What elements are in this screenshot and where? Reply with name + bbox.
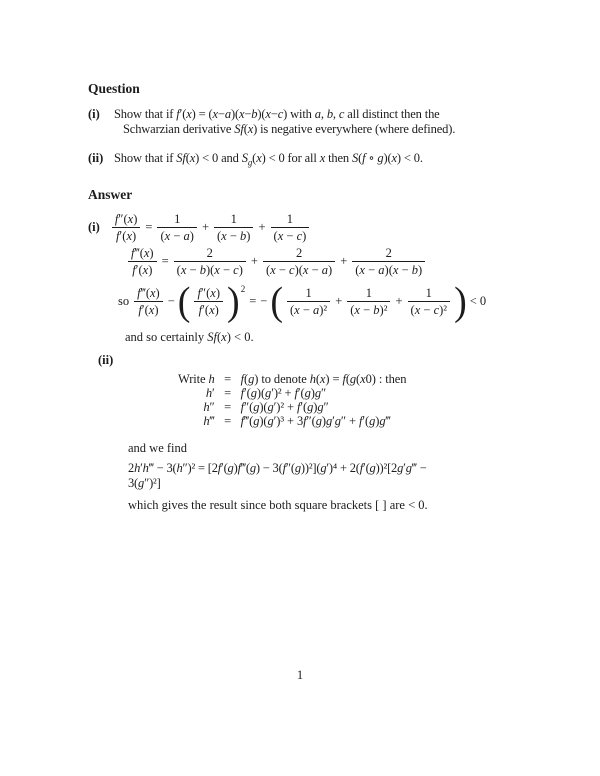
plus-sign: +	[335, 294, 343, 308]
fraction	[352, 246, 425, 277]
equation-fpp-over-fp	[88, 212, 512, 243]
equals-sign: =	[224, 399, 232, 414]
item-ii-label: (ii)	[88, 150, 104, 165]
fraction-numerator: 2	[295, 245, 303, 260]
fraction	[271, 212, 310, 243]
fraction	[128, 246, 157, 277]
text-fragment: with	[290, 107, 312, 121]
fraction-numerator: 1	[365, 286, 372, 300]
answer-i-closing	[125, 330, 512, 344]
equals-sign: =	[224, 371, 232, 386]
question-i-line2	[114, 122, 512, 137]
question-item-ii	[88, 151, 512, 170]
bracket-formula-line2: 3(g″)²]	[128, 475, 161, 490]
text-fragment: to denote	[261, 371, 307, 386]
page-number: 1	[296, 668, 304, 682]
math-fragment-s-sub-g	[242, 151, 285, 165]
plus-sign: +	[250, 253, 258, 268]
align-rhs: f‴(g)(g′)³ + 3f″(g)g′g″ + f′(g)g‴	[240, 413, 391, 428]
minus-sign: −	[167, 294, 175, 308]
fraction-denominator: (x − b)	[214, 227, 253, 243]
fraction	[157, 212, 196, 243]
answer-i-label: (i)	[88, 219, 100, 234]
equals-sign: =	[224, 413, 232, 428]
question-heading: Question	[88, 81, 140, 96]
fraction-denominator: (x − a)²	[287, 301, 330, 317]
align-lhs: h‴	[203, 413, 215, 428]
plus-sign: +	[258, 219, 266, 234]
less-than-zero: < 0	[469, 294, 487, 308]
plus-sign: +	[340, 253, 348, 268]
subscript-g: g	[247, 157, 253, 167]
plus-sign: +	[395, 294, 403, 308]
question-item-i	[88, 107, 512, 137]
big-right-paren: )	[454, 279, 467, 324]
fraction-numerator: 1	[174, 211, 181, 226]
exponent-2: 2	[240, 283, 246, 294]
align-lhs	[178, 372, 215, 386]
question-i-line1	[114, 107, 512, 122]
fraction-denominator: (x − c)(x − a)	[263, 261, 335, 277]
fraction-numerator: f‴(x)	[131, 245, 154, 260]
fraction-numerator: 1	[305, 286, 312, 300]
fraction-numerator: 1	[286, 211, 294, 226]
fraction-numerator: 2	[206, 245, 213, 260]
answer-heading: Answer	[88, 186, 133, 202]
fraction-numerator: f″(x)	[197, 286, 221, 300]
fraction-denominator: (x − c)	[271, 227, 310, 243]
and-we-find-text: and we find	[128, 440, 188, 455]
negative-sign: −	[260, 294, 268, 308]
text-fragment: and	[221, 150, 239, 165]
text-fragment: then	[328, 150, 349, 165]
page-content	[88, 0, 512, 513]
math-fragment: (x) < 0	[252, 150, 285, 165]
math-fragment: f′(x) = (x−a)(x−b)(x−c)	[176, 107, 288, 121]
conclusion-text: which gives the result since both square brackets [ ] are < 0.	[128, 498, 428, 512]
math-fragment: x	[319, 150, 326, 165]
fraction-numerator: f‴(x)	[137, 286, 160, 300]
fraction	[347, 286, 390, 317]
fraction-denominator: f′(x)	[128, 261, 157, 277]
fraction-denominator: f′(x)	[112, 227, 141, 243]
big-right-paren: )	[227, 279, 240, 324]
fraction-denominator: f′(x)	[194, 301, 223, 317]
plus-sign: +	[201, 219, 209, 234]
question-i-body	[114, 107, 512, 137]
equation-fppp-over-fp	[127, 246, 512, 277]
bracket-formula-line1: 2h′h‴ − 3(h″)² = [2f′(g)f‴(g) − 3(f″(g))²](g′)⁴ + 2(f′(g))²[2g′g‴ −	[128, 461, 427, 475]
question-ii-line	[114, 151, 512, 170]
fraction-denominator: (x − c)²	[408, 301, 451, 317]
equation-schwarzian-negative	[118, 280, 512, 324]
text-fragment: so	[118, 294, 130, 308]
fraction	[408, 286, 451, 317]
math-fragment: S	[241, 150, 248, 165]
answer-ii-label: (ii)	[98, 352, 114, 367]
fraction	[112, 212, 141, 243]
text-fragment: Write	[178, 371, 206, 386]
fraction-denominator: f′(x)	[134, 301, 163, 317]
fraction-denominator: (x − b)(x − c)	[174, 261, 246, 277]
text-fragment: and so certainly	[125, 329, 205, 344]
item-i-label: (i)	[88, 107, 100, 121]
math-fragment: Sf(x)	[234, 122, 258, 136]
align-lhs: h″	[203, 399, 215, 414]
equals-sign: =	[161, 253, 169, 268]
math-fragment: S(f ∘ g)(x) < 0.	[351, 150, 423, 165]
fraction-numerator: 1	[230, 211, 237, 226]
fraction-denominator: (x − b)²	[347, 301, 390, 317]
aligned-derivatives-block	[178, 372, 512, 428]
text-fragment: for all	[287, 150, 317, 165]
fraction	[287, 286, 330, 317]
fraction-numerator: 1	[425, 286, 432, 300]
math-fragment: Sf(x) < 0	[176, 150, 219, 165]
math-fragment: a, b, c	[314, 107, 345, 121]
fraction	[194, 286, 223, 317]
text-fragment: then	[385, 371, 407, 386]
math-fragment: h(x) = f(g(x0) :	[309, 371, 383, 386]
math-fragment: Sf(x) < 0.	[207, 329, 254, 344]
text-fragment: Schwarzian derivative	[123, 122, 232, 136]
math-fragment: h	[208, 371, 215, 386]
big-left-paren: (	[270, 279, 283, 324]
fraction-denominator: (x − a)(x − b)	[352, 261, 425, 277]
align-rhs: f″(g)(g′)² + f′(g)g″	[240, 399, 329, 414]
fraction-denominator: (x − a)	[157, 227, 196, 243]
fraction-numerator: 2	[385, 245, 392, 260]
equals-sign: =	[249, 294, 257, 308]
equals-sign: =	[145, 219, 153, 234]
text-fragment: all distinct then the	[347, 107, 440, 121]
equals-sign: =	[224, 385, 232, 400]
fraction	[214, 212, 253, 243]
fraction	[263, 246, 335, 277]
text-fragment: Show that if	[114, 150, 174, 165]
fraction	[174, 246, 246, 277]
align-lhs: h′	[205, 385, 215, 400]
text-fragment: is negative everywhere (where defined).	[260, 122, 456, 136]
fraction	[134, 286, 163, 317]
align-rhs	[241, 372, 407, 386]
math-fragment: f(g)	[240, 371, 259, 386]
text-fragment: Show that if	[114, 107, 174, 121]
fraction-numerator: f″(x)	[114, 211, 138, 226]
align-rhs: f′(g)(g′)² + f′(g)g″	[240, 385, 327, 400]
big-left-paren: (	[177, 279, 191, 324]
